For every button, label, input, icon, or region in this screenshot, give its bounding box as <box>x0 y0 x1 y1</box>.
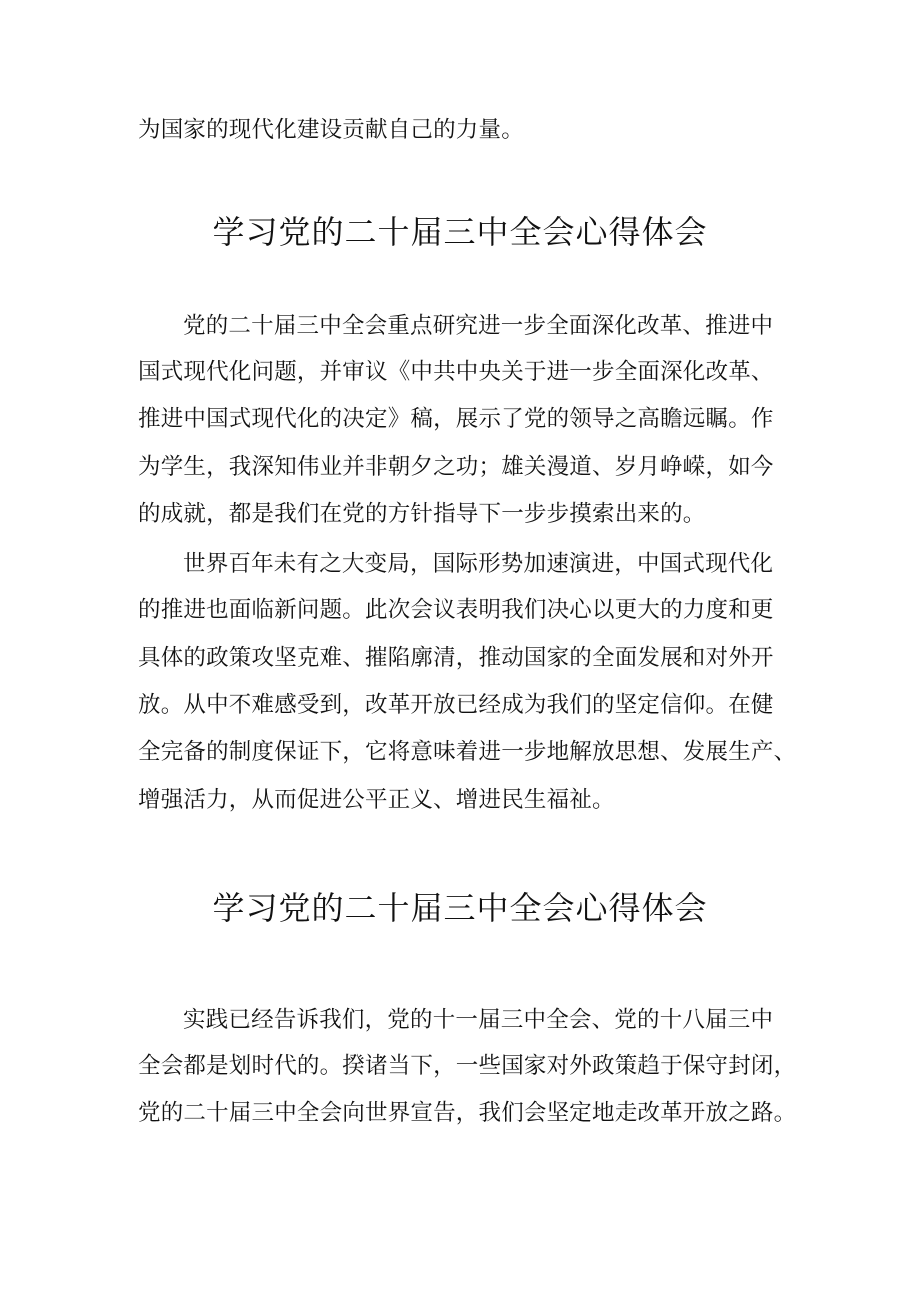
paragraph-line: 党的二十届三中全会向世界宣告，我们会坚定地走改革开放之路。 <box>138 1100 797 1126</box>
opening-line: 为国家的现代化建设贡献自己的力量。 <box>138 117 524 143</box>
paragraph-line: 世界百年未有之大变局，国际形势加速演进，中国式现代化 <box>183 551 774 577</box>
paragraph-line: 全完备的制度保证下，它将意味着进一步地解放思想、发展生产、 <box>138 739 797 765</box>
paragraph-line: 放。从中不难感受到，改革开放已经成为我们的坚定信仰。在健 <box>138 692 774 718</box>
paragraph-line: 的推进也面临新问题。此次会议表明我们决心以更大的力度和更 <box>138 597 774 623</box>
paragraph-line: 实践已经告诉我们，党的十一届三中全会、党的十八届三中 <box>183 1007 774 1033</box>
section-2-title: 学习党的二十届三中全会心得体会 <box>212 889 708 927</box>
paragraph-line: 为学生，我深知伟业并非朝夕之功；雄关漫道、岁月峥嵘，如今 <box>138 454 774 480</box>
paragraph-line: 全会都是划时代的。揆诸当下，一些国家对外政策趋于保守封闭， <box>138 1053 797 1079</box>
paragraph-line: 推进中国式现代化的决定》稿，展示了党的领导之高瞻远瞩。作 <box>138 406 774 432</box>
paragraph-line: 增强活力，从而促进公平正义、增进民生福祉。 <box>138 787 615 813</box>
paragraph-line: 国式现代化问题，并审议《中共中央关于进一步全面深化改革、 <box>138 359 774 385</box>
paragraph-line: 的成就，都是我们在党的方针指导下一步步摸索出来的。 <box>138 501 706 527</box>
section-1-title: 学习党的二十届三中全会心得体会 <box>212 213 708 251</box>
paragraph-line: 具体的政策攻坚克难、摧陷廓清，推动国家的全面发展和对外开 <box>138 645 774 671</box>
paragraph-line: 党的二十届三中全会重点研究进一步全面深化改革、推进中 <box>183 313 774 339</box>
